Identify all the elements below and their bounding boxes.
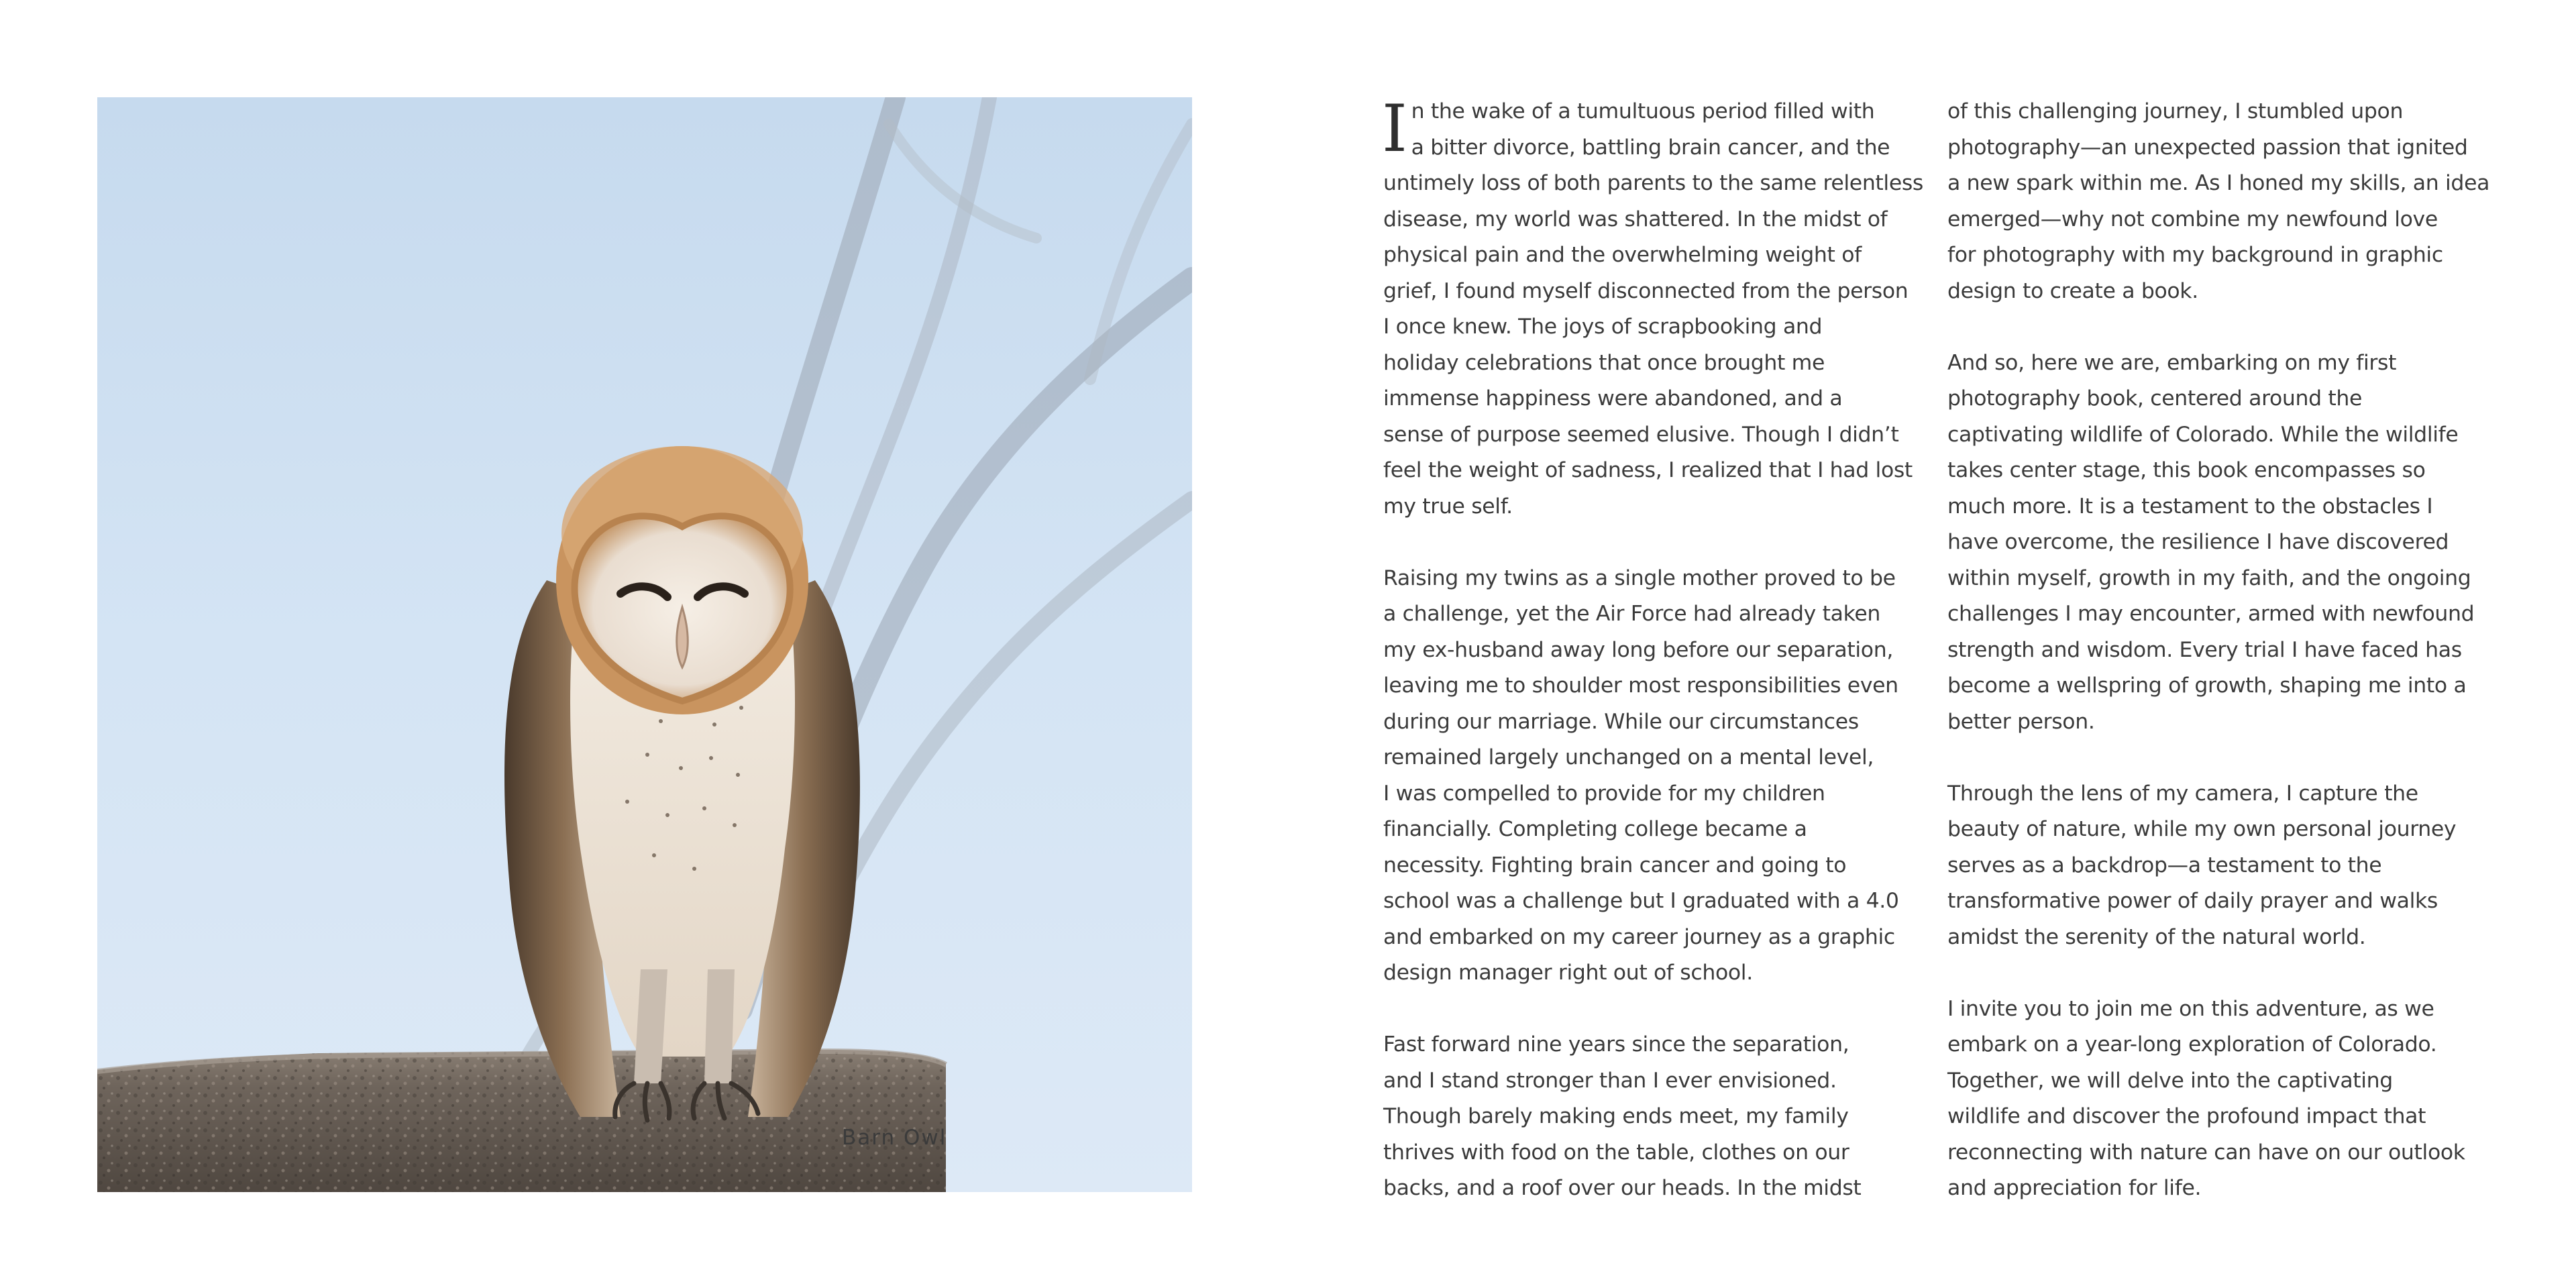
text-line: a bitter divorce, battling brain cancer, and the [1411, 135, 1890, 160]
text-line: amidst the serenity of the natural world. [1947, 924, 2366, 949]
photo-caption: Barn Owl [842, 1126, 947, 1150]
text-line: during our marriage. While our circumstances [1383, 709, 1859, 734]
text-line: much more. It is a testament to the obstacles I [1947, 494, 2433, 519]
text-line: I invite you to join me on this adventure, as we [1947, 996, 2434, 1021]
text-line: captivating wildlife of Colorado. While the wildlife [1947, 422, 2459, 447]
text-line: thrives with food on the table, clothes on our [1383, 1140, 1849, 1165]
paragraph [1383, 1027, 1920, 1207]
text-line: Raising my twins as a single mother proved to be [1383, 566, 1896, 590]
drop-cap: I [1382, 91, 1407, 166]
paragraph [1947, 345, 2484, 741]
text-line: Through the lens of my camera, I capture the [1947, 781, 2418, 806]
paragraph [1947, 991, 2484, 1207]
text-line: backs, and a roof over our heads. In the midst [1383, 1176, 1862, 1200]
text-line: n the wake of a tumultuous period filled with [1411, 99, 1875, 123]
text-line: Fast forward nine years since the separation, [1383, 1032, 1849, 1057]
paragraph [1383, 561, 1920, 991]
text-line: immense happiness were abandoned, and a [1383, 386, 1843, 411]
text-line: reconnecting with nature can have on our outlook [1947, 1140, 2465, 1165]
text-line: photography—an unexpected passion that ignited [1947, 135, 2468, 160]
text-line: Together, we will delve into the captivating [1947, 1068, 2393, 1093]
paragraph [1382, 91, 1923, 525]
text-line: physical pain and the overwhelming weight of [1383, 243, 1862, 267]
text-line: photography book, centered around the [1947, 386, 2363, 411]
text-line: wildlife and discover the profound impact that [1947, 1104, 2426, 1128]
text-line: remained largely unchanged on a mental level, [1383, 745, 1874, 769]
text-line: And so, here we are, embarking on my first [1947, 350, 2397, 375]
text-line: disease, my world was shattered. In the midst of [1383, 207, 1888, 231]
text-line: I once knew. The joys of scrapbooking and [1383, 315, 1823, 339]
text-line: strength and wisdom. Every trial I have faced has [1947, 637, 2462, 662]
barn-owl-photo [97, 97, 1192, 1192]
text-line: for photography with my background in graphic [1947, 243, 2443, 267]
text-line: and embarked on my career journey as a graphic [1383, 924, 1895, 949]
text-line: untimely loss of both parents to the same relentless [1383, 171, 1923, 195]
text-line: have overcome, the resilience I have discovered [1947, 530, 2449, 554]
text-column-left [1382, 91, 1923, 1207]
text-line: my ex-husband away long before our separation, [1383, 637, 1893, 662]
text-line: better person. [1947, 709, 2095, 734]
text-line: design manager right out of school. [1383, 961, 1753, 985]
text-line: takes center stage, this book encompasses so [1947, 458, 2426, 482]
text-line: transformative power of daily prayer and walks [1947, 889, 2438, 913]
text-line: grief, I found myself disconnected from the person [1383, 278, 1909, 303]
text-line: a new spark within me. As I honed my skills, an idea [1947, 171, 2490, 195]
text-line: and appreciation for life. [1947, 1176, 2202, 1200]
paragraph [1947, 776, 2484, 956]
text-line: serves as a backdrop—a testament to the [1947, 853, 2382, 877]
text-line: within myself, growth in my faith, and the ongoing [1947, 566, 2471, 590]
text-line: challenges I may encounter, armed with newfound [1947, 602, 2475, 626]
text-line: leaving me to shoulder most responsibilities even [1383, 674, 1898, 698]
text-line: embark on a year-long exploration of Colorado. [1947, 1032, 2437, 1057]
text-line: school was a challenge but I graduated with a 4.0 [1383, 889, 1899, 913]
paragraph [1947, 94, 2490, 309]
perch-post [97, 1050, 946, 1192]
text-line: and I stand stronger than I ever envisioned. [1383, 1068, 1837, 1093]
text-line: become a wellspring of growth, shaping me into a [1947, 674, 2467, 698]
text-line: necessity. Fighting brain cancer and going to [1383, 853, 1847, 877]
text-line: a challenge, yet the Air Force had already taken [1383, 602, 1880, 626]
text-line: emerged—why not combine my newfound love [1947, 207, 2438, 231]
text-line: of this challenging journey, I stumbled upon [1947, 99, 2404, 123]
text-line: design to create a book. [1947, 278, 2198, 303]
text-line: Though barely making ends meet, my family [1383, 1104, 1849, 1128]
text-line: I was compelled to provide for my children [1383, 781, 1825, 806]
text-line: financially. Completing college became a [1383, 817, 1807, 841]
text-line: holiday celebrations that once brought me [1383, 350, 1825, 375]
text-column-right [1947, 94, 2490, 1207]
text-line: my true self. [1383, 494, 1513, 519]
text-line: feel the weight of sadness, I realized that I had lost [1383, 458, 1913, 482]
text-line: beauty of nature, while my own personal journey [1947, 817, 2457, 841]
text-line: sense of purpose seemed elusive. Though I didn’t [1383, 422, 1899, 447]
